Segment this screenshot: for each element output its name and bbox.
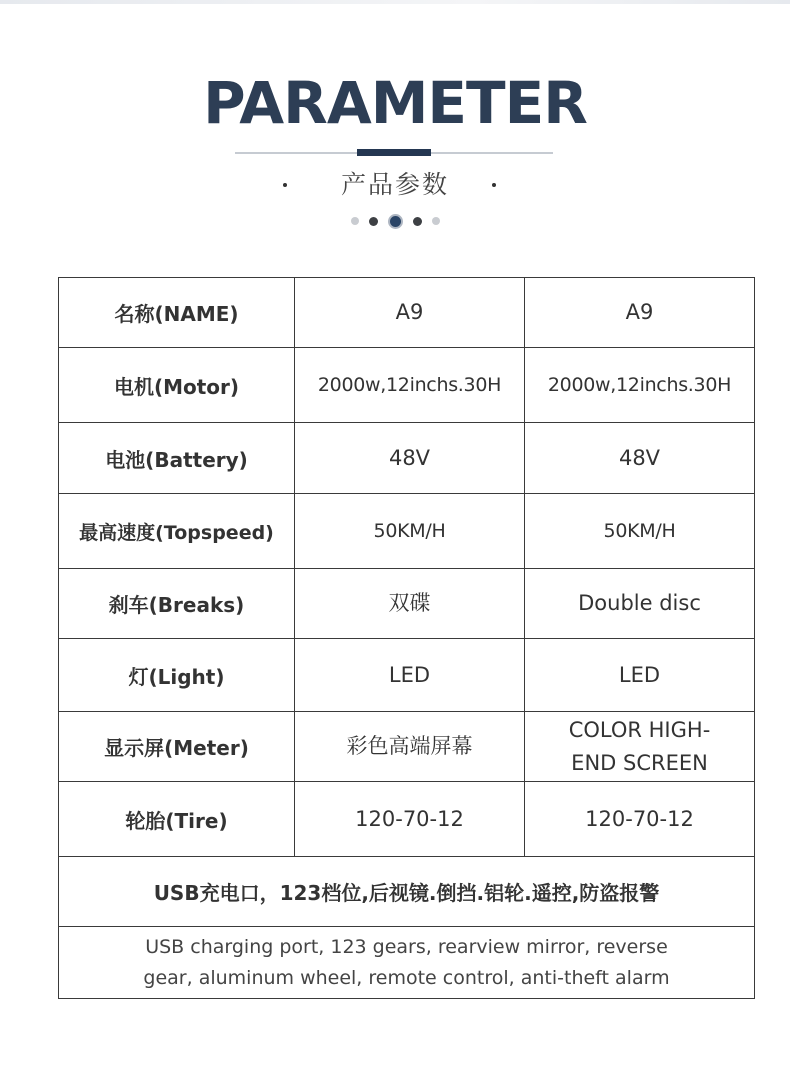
row-value-1: 彩色高端屏幕 [295,712,525,782]
dot [413,217,422,226]
top-strip [0,0,790,4]
row-value-2: 120-70-12 [525,782,755,857]
row-value-2: 48V [525,423,755,494]
decorative-dots [0,213,790,229]
page-title: PARAMETER [203,69,587,137]
features-cn: USB充电口，123档位,后视镜.倒挡.铝轮.遥控,防盗报警 [59,857,755,927]
table-row [59,494,755,569]
row-value-1: LED [295,639,525,712]
row-label: 电机(Motor) [59,348,295,423]
row-label: 轮胎(Tire) [59,782,295,857]
features-en: USB charging port, 123 gears, rearview mirror, reverse gear, aluminum wheel, remote control, anti-theft alarm [59,927,755,999]
row-value-1: 120-70-12 [295,782,525,857]
row-value-1: 48V [295,423,525,494]
table-row [59,782,755,857]
subtitle-row [0,166,790,206]
row-label: 名称(NAME) [59,278,295,348]
row-value-1: 2000w,12inchs.30H [295,348,525,423]
row-label: 最高速度(Topspeed) [59,494,295,569]
parameter-table [58,277,755,999]
title-divider-accent [357,149,431,156]
row-value-2: Double disc [525,569,755,639]
table-row [59,348,755,423]
table-row [59,712,755,782]
row-value-2: A9 [525,278,755,348]
dot-active [388,214,403,229]
dot [369,217,378,226]
row-value-1: 50KM/H [295,494,525,569]
table-row [59,569,755,639]
row-label: 灯(Light) [59,639,295,712]
row-label: 刹车(Breaks) [59,569,295,639]
dot [432,217,440,225]
row-value-1: A9 [295,278,525,348]
dot [351,217,359,225]
table-row [59,278,755,348]
row-label: 显示屏(Meter) [59,712,295,782]
row-label: 电池(Battery) [59,423,295,494]
page-subtitle: 产品参数 [340,170,449,199]
table-row [59,927,755,999]
table-row [59,857,755,927]
right-bullet [492,183,496,187]
row-value-2: 50KM/H [525,494,755,569]
table-row [59,423,755,494]
table-row [59,639,755,712]
row-value-2: LED [525,639,755,712]
row-value-1: 双碟 [295,569,525,639]
row-value-2: COLOR HIGH-END SCREEN [525,712,755,782]
row-value-2: 2000w,12inchs.30H [525,348,755,423]
